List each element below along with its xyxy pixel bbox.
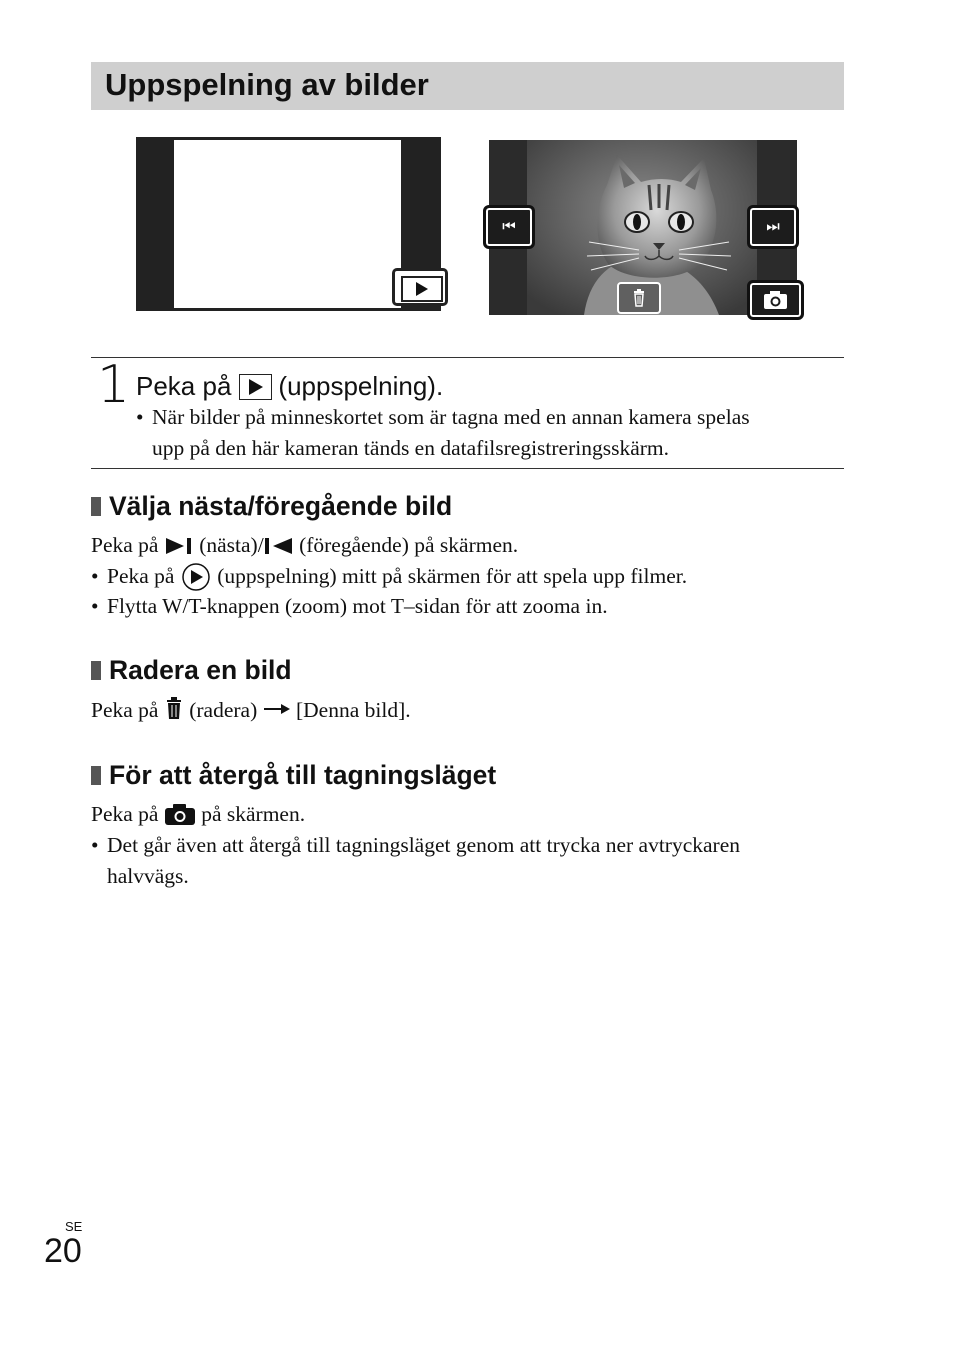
next-icon <box>164 537 194 555</box>
next-image-button[interactable] <box>747 205 799 249</box>
trash-icon <box>164 696 184 720</box>
delete-line-c: [Denna bild]. <box>296 698 411 722</box>
playback-button[interactable] <box>392 268 448 306</box>
return-heading-text: För att återgå till tagningsläget <box>109 760 497 790</box>
step-bottom-rule <box>91 468 844 469</box>
play-circle-icon <box>180 562 212 592</box>
delete-line-a: Peka på <box>91 698 159 722</box>
select-bullet-mark-2: • <box>91 594 99 618</box>
return-line-b: på skärmen. <box>201 802 306 826</box>
select-line1-b: (nästa)/ <box>199 533 264 557</box>
return-heading <box>91 760 496 791</box>
trash-icon <box>619 284 659 312</box>
step-note <box>152 402 842 463</box>
step-text-after: (uppspelning). <box>278 371 444 401</box>
return-bullet-line2: halvvägs. <box>107 863 189 888</box>
camera-icon <box>164 802 196 826</box>
delete-heading <box>91 655 292 686</box>
section-title: Uppspelning av bilder <box>105 67 429 102</box>
step-note-line2: upp på den här kameran tänds en datafilsregistreringsskärm. <box>152 435 670 460</box>
select-heading-text: Välja nästa/föregående bild <box>109 491 453 521</box>
select-line1-a: Peka på <box>91 533 159 557</box>
select-bullet-mark-1: • <box>91 564 99 588</box>
select-bullet-1 <box>107 561 687 592</box>
language-label: SE <box>65 1219 83 1234</box>
heading-marker <box>91 661 101 680</box>
select-bullet-2: Flytta W/T-knappen (zoom) mot T–sidan för att zooma in. <box>107 594 608 618</box>
next-icon: ⏭ <box>766 219 780 235</box>
step-text-before: Peka på <box>136 371 232 401</box>
playback-icon <box>239 374 272 400</box>
delete-line-b: (radera) <box>189 698 258 722</box>
select-heading <box>91 491 452 522</box>
screen-blank-area <box>174 140 401 308</box>
return-bullet <box>107 830 847 891</box>
select-bullet1-b: (uppspelning) mitt på skärmen för att spela upp filmer. <box>217 564 688 588</box>
arrow-right-icon <box>263 702 291 716</box>
return-line <box>91 799 305 830</box>
select-line1-c: (föregående) på skärmen. <box>299 533 519 557</box>
previous-image-button[interactable] <box>483 205 535 249</box>
shooting-mode-button[interactable] <box>747 280 804 320</box>
section-title-bar <box>91 62 844 110</box>
step-number: 1 <box>97 355 131 415</box>
select-bullet1-a: Peka på <box>107 564 175 588</box>
return-line-a: Peka på <box>91 802 159 826</box>
playback-icon <box>401 276 443 302</box>
step-instruction <box>136 369 443 403</box>
return-bullet-mark: • <box>91 833 99 857</box>
step-note-line1: När bilder på minneskortet som är tagna med en annan kamera spelas <box>152 405 750 429</box>
previous-icon: ⏮ <box>502 219 516 235</box>
camera-icon <box>750 283 801 317</box>
return-bullet-line1: Det går även att återgå till tagningsläget genom att trycka ner avtryckaren <box>107 833 740 857</box>
heading-marker <box>91 497 101 516</box>
heading-marker <box>91 766 101 785</box>
select-line1 <box>91 530 518 561</box>
delete-heading-text: Radera en bild <box>109 655 292 685</box>
delete-button[interactable] <box>617 282 661 314</box>
step-top-rule <box>91 357 844 358</box>
step-note-bullet: • <box>136 405 144 429</box>
page-number: 20 <box>44 1232 82 1270</box>
delete-line <box>91 695 411 726</box>
previous-icon <box>264 537 294 555</box>
